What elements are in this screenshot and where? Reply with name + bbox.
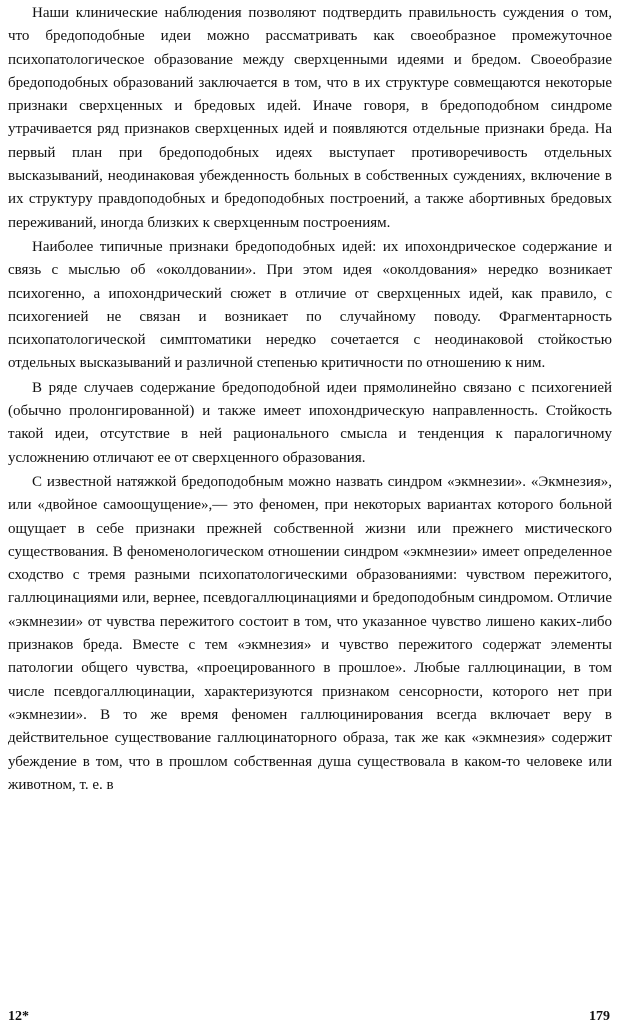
paragraph-3: В ряде случаев содержание бредоподобной идеи прямолинейно связано с психогенией (обычно пролонгированной) и также имеет ипохондрическую направленность. Стойкость такой идеи, отсутствие в ней рационального смысла и тенденция к паралогичному усложнению отличают ее от сверхценного образования. (8, 379, 612, 466)
paragraph-2: Наиболее типичные признаки бредоподобных идей: их ипохондрическое содержание и связь с мыслью об «околдовании». При этом идея «околдования» нередко возникает психогенно, а ипохондрический сюжет в отличие от сверхценных идей, как правило, с психогенией не связан и возникает по случайному поводу. Фрагментарность психопатологической симптоматики нередко сочетается с неодинаковой стойкостью отдельных высказываний и различной степенью критичности по отношению к ним. (8, 238, 612, 372)
page-footer (8, 1009, 610, 1029)
paragraph-4: С известной натяжкой бредоподобным можно назвать синдром «экмнезии». «Экмнезия», или «двойное самоощущение»,— это феномен, при некоторых вариантах которого больной ощущает в себе признаки прежней собственной жизни или прежнего мистического существования. В феноменологическом отношении синдром «экмнезии» имеет определенное сходство с тремя разными психопатологическими образованиями: чувством пережитого, галлюцинациями или, вернее, псевдогаллюцинациями и бредоподобным синдромом. Отличие «экмнезии» от чувства пережитого состоит в том, что указанное чувство лишено каких-либо признаков бреда. Вместе с тем «экмнезия» и чувство пережитого содержат элементы патологии общего чувства, «проецированного в прошлое». Любые галлюцинации, в том числе псевдогаллюцинации, характеризуются признаком сенсорности, которого нет при «экмнезии». В то же время феномен галлюцинирования всегда включает веру в действительное существование галлюцинаторного образа, так же как «экмнезия» содержит убеждение в том, что в прошлом собственная душа существовала в каком-то человеке или животном, т. е. в (8, 473, 612, 793)
page-number: 179 (589, 1009, 610, 1024)
paragraph-1: Наши клинические наблюдения позволяют подтвердить правильность суждения о том, что бредоподобные идеи можно рассматривать как своеобразное промежуточное психопатологическое образование между сверхценными идеями и бредом. Своеобразие бредоподобных образований заключается в том, что в их структуре совмещаются некоторые признаки сверхценных и бредовых идей. Иначе говоря, в бредоподобном синдроме утрачивается ряд признаков сверхценных идей и появляются отдельные признаки бреда. На первый план при бредоподобных идеях выступает противоречивость отдельных высказываний, неодинаковая убежденность больных в собственных суждениях, включение в их структуру правдоподобных и бредоподобных построений, а также абортивных бредовых переживаний, иногда близких к сверхценным построениям. (8, 5, 612, 231)
body-text (8, 2, 612, 797)
signature-mark: 12* (8, 1009, 29, 1024)
